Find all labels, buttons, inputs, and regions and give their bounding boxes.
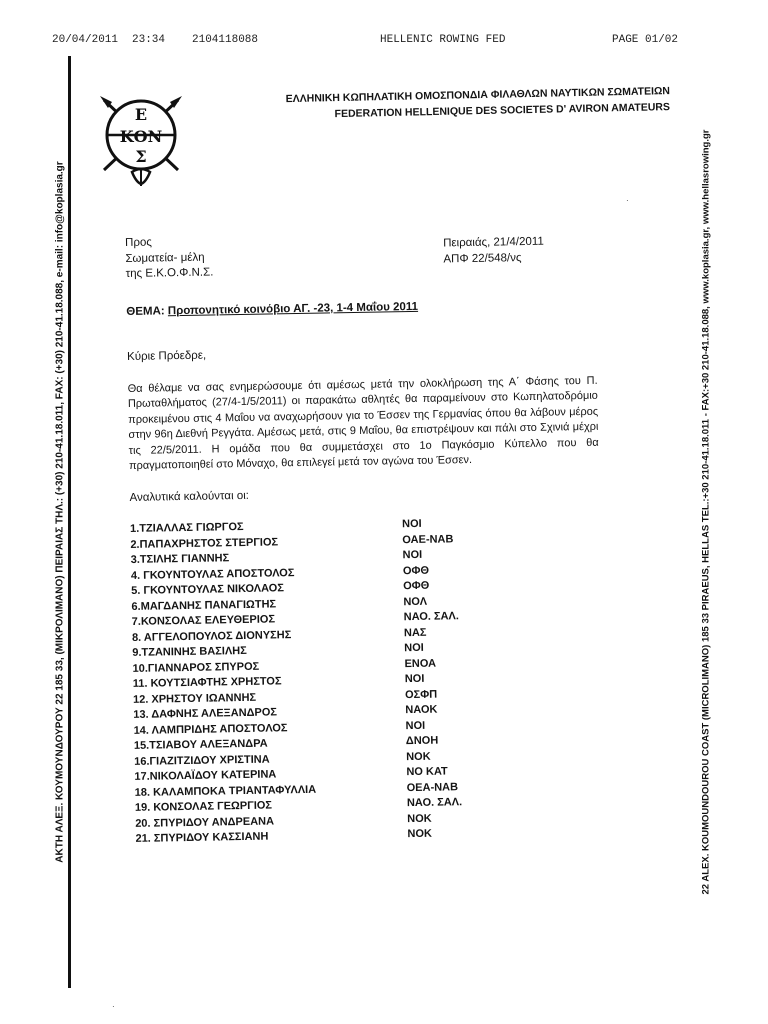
member-club: ΝΟΙ	[404, 641, 424, 655]
member-club: ΝΟΛ	[403, 595, 428, 608]
member-club: ΔΝΟΗ	[405, 734, 439, 748]
member-club: ΟΕΑ-ΝΑΒ	[406, 780, 459, 794]
subject-text: Προπονητικό κοινόβιο ΑΓ. -23, 1-4 Μαΐου 2011	[167, 300, 419, 317]
federation-logo	[96, 90, 186, 190]
member-name: 19. ΚΟΝΣΟΛΑΣ ΓΕΩΡΓΙΟΣ	[134, 799, 273, 814]
member-name: 17.ΝΙΚΟΛΑΪΔΟΥ ΚΑΤΕΡΙΝΑ	[134, 768, 277, 783]
scan-mark: ·	[626, 196, 629, 205]
member-name: 5. ΓΚΟΥΝΤΟΥΛΑΣ ΝΙΚΟΛΑΟΣ	[131, 582, 284, 597]
member-club: ΝΑΟ. ΣΑΛ.	[406, 796, 463, 810]
member-club: ΝΑΣ	[403, 626, 427, 639]
letter-body	[125, 228, 616, 848]
list-intro: Αναλυτικά καλούνται οι:	[129, 489, 250, 504]
member-name: 4. ΓΚΟΥΝΤΟΥΛΑΣ ΑΠΟΣΤΟΛΟΣ	[130, 566, 295, 582]
member-club: ΝΟΙ	[401, 517, 422, 531]
member-club: ΝΟΚ	[406, 750, 431, 763]
member-club: ΝΟ ΚΑΤ	[406, 765, 448, 779]
scan-mark: ·	[112, 1002, 115, 1011]
member-name: 8. ΑΓΓΕΛΟΠΟΥΛΟΣ ΔΙΟΝΥΣΗΣ	[131, 628, 292, 644]
member-club: ΟΦΘ	[403, 579, 430, 593]
left-margin-rule	[68, 56, 71, 988]
member-name: 18. ΚΑΛΑΜΠΟΚΑ ΤΡΙΑΝΤΑΦΥΛΛΙΑ	[134, 783, 317, 799]
member-name: 21. ΣΠΥΡΙΔΟΥ ΚΑΣΣΙΑΝΗ	[135, 830, 269, 845]
member-club: ΝΑΟΚ	[405, 703, 438, 717]
member-name: 15.ΤΣΙΑΒΟΥ ΑΛΕΞΑΝΔΡΑ	[133, 737, 268, 752]
member-club: ΕΝΟΑ	[404, 657, 437, 670]
member-club: ΝΟΙ	[404, 672, 425, 686]
body-paragraph: Θα θέλαμε να σας ενημερώσουμε ότι αμέσως μετά την ολοκλήρωση της Α΄ Φάσης του Π. Πρωταθλήματος (27/4-1/5/2011) οι παρακάτω αθλητές θα παραμείνουν στο Κωπηλατοδρόμιο προκειμένου στις 4 Μαΐου να αναχωρήσουν για το Έσσεν της Γερμανίας όπου θα λάβουν μέρος στην 96η Διεθνή Ρεγγάτα. Αμέσως μετά, στις 9 Μαΐου, θα επιστρέψουν και πάλι στο Σχινιά μέχρι τις 22/5/2011. Η ομάδα που θα συμμετάσχει στο 1ο Παγκόσμιο Κύπελλο που θα πραγματοποιηθεί στο Μόναχο, θα επιλεγεί μετά τον αγώνα του Έσσεν.	[127, 374, 599, 472]
recipient-line-2: Σωματεία- μέλη	[125, 251, 205, 265]
salutation: Κύριε Πρόεδρε,	[127, 349, 207, 363]
member-name: 16.ΓΙΑΖΙΤΖΙΔΟΥ ΧΡΙΣΤΙΝΑ	[134, 753, 270, 768]
place-date: Πειραιάς, 21/4/2011	[443, 235, 544, 250]
fax-date: 20/04/2011	[52, 34, 119, 46]
member-name: 10.ΓΙΑΝΝΑΡΟΣ ΣΠΥΡΟΣ	[132, 660, 260, 675]
member-name: 9.ΤΖΑΝΙΝΗΣ ΒΑΣΙΛΗΣ	[132, 644, 247, 659]
member-name: 3.ΤΣΙΛΗΣ ΓΙΑΝΝΗΣ	[130, 552, 230, 566]
recipient-line-1: Προς	[125, 236, 153, 249]
fax-phone: 2104118088	[192, 34, 259, 46]
member-name: 12. ΧΡΗΣΤΟΥ ΙΩΑΝΝΗΣ	[132, 691, 257, 706]
member-club: ΝΟΙ	[402, 548, 423, 562]
logo-letters-middle: ΚΟΝ	[119, 127, 163, 146]
recipient-line-3: της Ε.Κ.Ο.Φ.Ν.Σ.	[125, 266, 214, 280]
subject-label: ΘΕΜΑ:	[126, 304, 165, 318]
member-name: 7.ΚΟΝΣΟΛΑΣ ΕΛΕΥΘΕΡΙΟΣ	[131, 613, 276, 628]
member-club: ΟΑΕ-ΝΑΒ	[402, 532, 454, 546]
member-name: 6.ΜΑΓΔΑΝΗΣ ΠΑΝΑΓΙΩΤΗΣ	[131, 597, 277, 613]
logo-letter-bottom: Σ	[135, 147, 147, 166]
member-name: 1.ΤΖΙΑΛΛΑΣ ΓΙΩΡΓΟΣ	[130, 520, 244, 535]
member-name: 20. ΣΠΥΡΙΔΟΥ ΑΝΔΡΕΑΝΑ	[135, 814, 275, 830]
member-club: ΝΟΚ	[407, 812, 432, 825]
member-club: ΟΣΦΠ	[404, 688, 438, 701]
member-name: 2.ΠΑΠΑΧΡΗΣΤΟΣ ΣΤΕΡΓΙΟΣ	[130, 535, 279, 551]
side-address-greek: ΑΚΤΗ ΑΛΕΞ. ΚΟΥΜΟΥΝΔΟΥΡΟΥ 22 185 33, (ΜΙΚΡΟΛΙΜΑΝΟ) ΠΕΙΡΑΙΑΣ ΤΗΛ.: (+30) 210-41.18.011, FAX: (+30) 210-41.18.088, e-mail: info@koplasia.gr	[54, 161, 66, 863]
member-club: ΝΟΙ	[405, 719, 426, 732]
place-date-block	[443, 235, 544, 268]
federation-name-french: FEDERATION HELLENIQUE DES SOCIETES D' AVIRON AMATEURS	[334, 101, 671, 121]
member-name: 14. ΛΑΜΠΡΙΔΗΣ ΑΠΟΣΤΟΛΟΣ	[133, 721, 288, 737]
subject-line	[126, 296, 606, 320]
federation-name-greek: ΕΛΛΗΝΙΚΗ ΚΩΠΗΛΑΤΙΚΗ ΟΜΟΣΠΟΝΔΙΑ ΦΙΛΑΘΛΩΝ ΝΑΥΤΙΚΩΝ ΣΩΜΑΤΕΙΩΝ	[285, 85, 671, 106]
side-address-english: 22 ALEX. KOUMOUNDOUROU COAST (MICROLIMANO) 185 33 PIRAEUS, HELLAS TEL.:+30 210-41.18.011 - FAX:+30 210-41.18.088, www.koplasia.gr, www.hellasrowing.gr	[700, 129, 712, 895]
fax-time: 23:34	[132, 34, 166, 46]
logo-letter-top: Ε	[134, 105, 148, 124]
member-club: ΟΦΘ	[402, 564, 430, 577]
fax-sender: HELLENIC ROWING FED	[380, 34, 506, 46]
member-name: 13. ΔΑΦΝΗΣ ΑΛΕΞΑΝΔΡΟΣ	[133, 706, 278, 721]
protocol-number: ΑΠΦ 22/548/νς	[443, 251, 522, 265]
member-club: ΝΑΟ. ΣΑΛ.	[403, 610, 459, 624]
fax-header	[0, 34, 768, 52]
member-name: 11. ΚΟΥΤΣΙΑΦΤΗΣ ΧΡΗΣΤΟΣ	[132, 675, 282, 690]
fax-page: PAGE 01/02	[612, 34, 679, 46]
members-list	[130, 514, 616, 848]
member-club: ΝΟΚ	[407, 827, 433, 841]
